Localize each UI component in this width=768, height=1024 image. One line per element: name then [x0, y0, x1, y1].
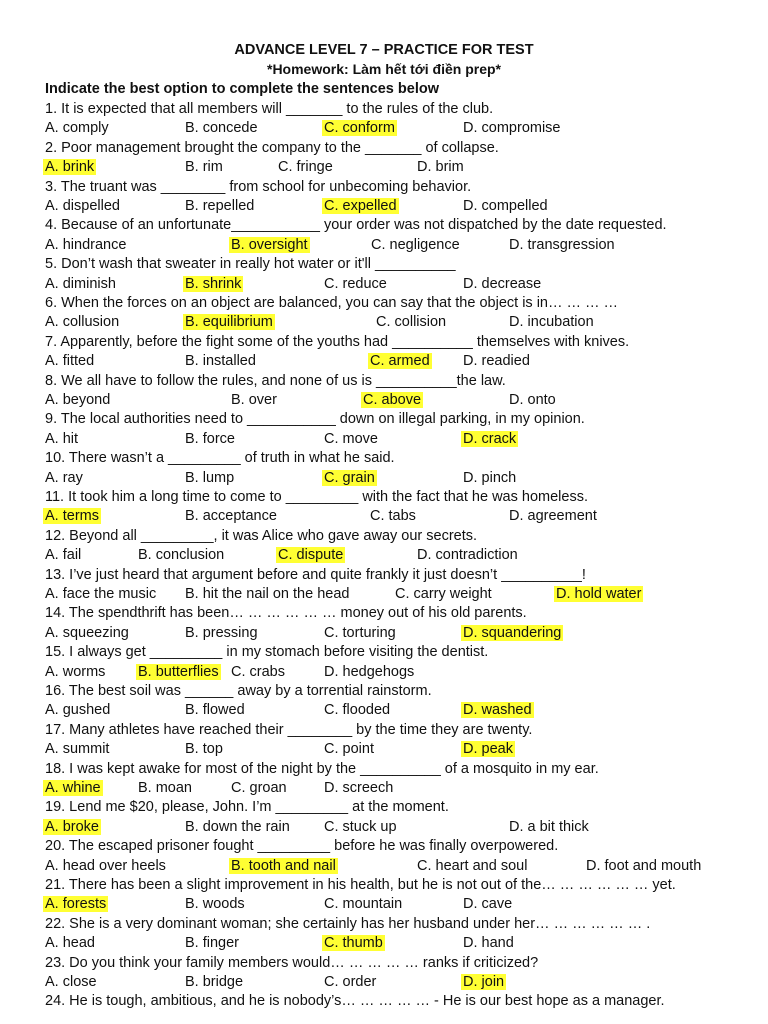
option-label: C. move	[324, 430, 378, 447]
option-label: D. contradiction	[417, 547, 518, 564]
option-label: A. brink	[45, 159, 95, 176]
answer-option	[185, 973, 243, 991]
answer-option	[45, 740, 109, 758]
page-subtitle: *Homework: Làm hết tới điền prep*	[267, 61, 501, 77]
answer-option	[45, 546, 81, 564]
answer-option	[185, 701, 245, 719]
answer-option	[185, 119, 258, 137]
option-label: C. fringe	[278, 159, 333, 176]
option-label: A. ray	[45, 469, 83, 486]
answer-option	[45, 663, 105, 681]
answer-option	[185, 818, 290, 836]
question-text: 16. The best soil was ______ away by a torrential rainstorm.	[45, 683, 432, 699]
answer-option	[324, 818, 397, 836]
answer-option	[45, 197, 120, 215]
answer-option	[45, 857, 166, 875]
answer-option	[185, 585, 349, 603]
option-label: B. down the rain	[185, 818, 290, 835]
answer-option	[417, 857, 527, 875]
option-label: D. readied	[463, 353, 530, 370]
answer-option	[278, 158, 333, 176]
option-label: B. tooth and nail	[231, 857, 336, 874]
option-label: C. dispute	[278, 547, 344, 564]
answer-option	[45, 624, 129, 642]
answer-option	[417, 158, 464, 176]
answer-option	[185, 352, 256, 370]
answer-option	[185, 934, 239, 952]
answer-option-highlighted	[231, 857, 338, 875]
answer-option-highlighted	[324, 934, 385, 952]
answer-option	[463, 469, 516, 487]
answer-option	[45, 352, 94, 370]
answer-option	[45, 701, 110, 719]
answer-option	[45, 469, 83, 487]
option-label: C. negligence	[371, 236, 460, 253]
answer-option	[45, 585, 156, 603]
answer-option	[463, 197, 548, 215]
answer-option	[45, 236, 126, 254]
answer-option	[324, 663, 414, 681]
option-label: A. beyond	[45, 392, 111, 408]
answer-option-highlighted	[463, 701, 534, 719]
question-text: 23. Do you think your family members would… … … … … ranks if criticized?	[45, 954, 539, 971]
answer-option-highlighted	[185, 275, 243, 293]
answer-option-highlighted	[231, 236, 310, 254]
option-label: A. head	[45, 935, 95, 952]
answer-option	[324, 740, 374, 758]
option-label: B. rim	[185, 159, 223, 176]
answer-option-highlighted	[463, 624, 563, 642]
answer-option	[185, 158, 223, 176]
option-label: C. armed	[370, 353, 430, 370]
option-label: A. dispelled	[45, 198, 120, 214]
answer-option-highlighted	[45, 158, 96, 176]
answer-option	[324, 701, 390, 719]
option-label: D. foot and mouth	[586, 857, 702, 874]
option-label: B. woods	[185, 896, 245, 913]
option-label: D. hold water	[556, 586, 642, 602]
option-label: A. diminish	[45, 275, 116, 292]
answer-option	[417, 546, 518, 564]
option-label: D. onto	[509, 392, 556, 408]
answer-option	[185, 507, 277, 525]
option-label: C. above	[363, 392, 422, 408]
option-label: B. pressing	[185, 624, 258, 641]
answer-option	[231, 391, 277, 409]
option-label: B. flowed	[185, 702, 245, 719]
answer-option	[185, 740, 223, 758]
option-label: A. fitted	[45, 353, 95, 370]
answer-option-highlighted	[45, 507, 101, 525]
question-text: 8. We all have to follow the rules, and none of us is __________the law.	[45, 372, 506, 389]
answer-option	[45, 119, 109, 137]
answer-option	[185, 624, 258, 642]
answer-option	[463, 275, 541, 293]
option-label: C. mountain	[324, 896, 403, 913]
option-label: A. face the music	[45, 586, 157, 602]
option-label: B. installed	[185, 353, 256, 370]
answer-option	[509, 507, 597, 525]
answer-option	[509, 236, 615, 254]
answer-option	[376, 313, 446, 331]
option-label: B. lump	[185, 469, 235, 486]
answer-option-highlighted	[45, 895, 108, 913]
answer-option	[185, 469, 234, 487]
option-label: C. flooded	[324, 702, 391, 719]
answer-option-highlighted	[324, 197, 399, 215]
question-text: 7. Apparently, before the fight some of the youths had __________ themselves with knives.	[45, 333, 630, 350]
answer-option	[45, 391, 110, 409]
page-title: ADVANCE LEVEL 7 – PRACTICE FOR TEST	[234, 42, 534, 58]
option-label: C. torturing	[324, 624, 396, 641]
option-label: C. thumb	[324, 935, 383, 952]
answer-option	[45, 430, 78, 448]
answer-option	[324, 895, 402, 913]
option-label: B. moan	[138, 780, 192, 796]
option-label: B. butterflies	[138, 663, 219, 680]
option-label: B. force	[185, 430, 235, 447]
option-label: B. oversight	[231, 236, 308, 253]
answer-option-highlighted	[45, 779, 103, 797]
answer-option	[509, 313, 594, 331]
instructions: Indicate the best option to complete the sentences below	[45, 81, 439, 97]
answer-option	[463, 352, 530, 370]
answer-option	[509, 391, 556, 409]
option-label: B. concede	[185, 120, 258, 137]
question-text: 1. It is expected that all members will _______ to the rules of the club.	[45, 101, 494, 117]
question-text: 22. She is a very dominant woman; she certainly has her husband under her… … … … … … .	[45, 915, 651, 932]
question-text: 4. Because of an unfortunate___________ your order was not dispatched by the date requested.	[45, 217, 667, 234]
answer-option	[370, 507, 416, 525]
option-label: D. agreement	[509, 508, 597, 525]
option-label: A. summit	[45, 741, 110, 758]
answer-option	[185, 895, 245, 913]
option-label: D. incubation	[509, 314, 594, 331]
option-label: C. conform	[324, 120, 395, 137]
answer-option	[586, 857, 701, 875]
option-label: A. terms	[45, 508, 99, 525]
answer-option-highlighted	[324, 469, 377, 487]
answer-option	[45, 973, 97, 991]
option-label: D. peak	[463, 741, 513, 758]
option-label: A. fail	[45, 547, 82, 564]
option-label: A. worms	[45, 663, 106, 680]
answer-option-highlighted	[463, 740, 515, 758]
answer-option-highlighted	[45, 818, 101, 836]
question-text: 15. I always get _________ in my stomach before visiting the dentist.	[45, 644, 489, 661]
option-label: D. compelled	[463, 198, 548, 214]
answer-option-highlighted	[556, 585, 643, 603]
question-text: 21. There has been a slight improvement in his health, but he is not out of the… … … … … … yet.	[45, 877, 676, 893]
question-text: 11. It took him a long time to come to _________ with the fact that he was homeless.	[45, 489, 588, 505]
answer-option	[324, 779, 393, 797]
option-label: C. collision	[376, 314, 447, 331]
option-label: A. squeezing	[45, 624, 129, 641]
answer-option	[463, 119, 561, 137]
answer-option	[185, 430, 235, 448]
answer-option-highlighted	[324, 119, 397, 137]
option-label: A. hindrance	[45, 236, 127, 253]
answer-option	[371, 236, 460, 254]
option-label: B. hit the nail on the head	[185, 586, 350, 602]
answer-option	[395, 585, 492, 603]
answer-option	[324, 430, 378, 448]
option-label: D. squandering	[463, 624, 562, 641]
question-text: 20. The escaped prisoner fought _________ before he was finally overpowered.	[45, 838, 559, 855]
option-label: A. collusion	[45, 314, 120, 331]
option-label: C. tabs	[370, 508, 416, 525]
option-label: D. washed	[463, 702, 532, 719]
answer-option-highlighted	[370, 352, 432, 370]
question-text: 2. Poor management brought the company to the _______ of collapse.	[45, 139, 499, 156]
option-label: D. join	[463, 974, 505, 990]
option-label: D. cave	[463, 896, 513, 913]
option-label: B. shrink	[185, 275, 242, 292]
option-label: C. expelled	[324, 198, 397, 214]
question-text: 18. I was kept awake for most of the night by the __________ of a mosquito in my ear.	[45, 760, 599, 777]
question-text: 5. Don’t wash that sweater in really hot water or it'll __________	[45, 256, 456, 273]
answer-option-highlighted	[185, 313, 275, 331]
answer-option	[45, 934, 95, 952]
option-label: D. decrease	[463, 275, 542, 292]
option-label: C. order	[324, 974, 377, 990]
question-text: 13. I’ve just heard that argument before and quite frankly it just doesn’t __________!	[45, 566, 586, 583]
option-label: A. broke	[45, 818, 99, 835]
answer-option	[185, 197, 254, 215]
option-label: A. forests	[45, 896, 107, 913]
option-label: B. conclusion	[138, 547, 225, 564]
option-label: C. stuck up	[324, 818, 397, 835]
option-label: A. gushed	[45, 702, 111, 719]
option-label: D. brim	[417, 159, 464, 176]
question-text: 10. There wasn’t a _________ of truth in what he said.	[45, 450, 395, 467]
option-label: D. crack	[463, 430, 517, 447]
answer-option	[138, 546, 224, 564]
question-text: 9. The local authorities need to ___________ down on illegal parking, in my opinion.	[45, 411, 585, 428]
option-label: A. whine	[45, 780, 101, 796]
option-label: A. hit	[45, 430, 79, 447]
question-text: 19. Lend me $20, please, John. I’m _________ at the moment.	[45, 799, 449, 816]
answer-option-highlighted	[138, 663, 221, 681]
answer-option-highlighted	[278, 546, 345, 564]
option-label: B. bridge	[185, 974, 244, 990]
question-text: 17. Many athletes have reached their ________ by the time they are twenty.	[45, 721, 533, 738]
question-text: 6. When the forces on an object are balanced, you can say that the object is in… … … …	[45, 295, 619, 311]
answer-option	[231, 663, 285, 681]
option-label: B. repelled	[185, 198, 255, 214]
option-label: D. hand	[463, 935, 514, 952]
answer-option	[231, 779, 287, 797]
answer-option	[324, 624, 396, 642]
option-label: B. acceptance	[185, 508, 277, 525]
answer-option	[45, 313, 119, 331]
option-label: A. comply	[45, 120, 109, 137]
question-text: 3. The truant was ________ from school for unbecoming behavior.	[45, 178, 472, 195]
question-text: 12. Beyond all _________, it was Alice who gave away our secrets.	[45, 527, 478, 544]
answer-option	[138, 779, 192, 797]
option-label: D. compromise	[463, 120, 561, 137]
option-label: D. pinch	[463, 469, 517, 486]
option-label: D. transgression	[509, 236, 615, 253]
answer-option	[509, 818, 589, 836]
answer-option-highlighted	[463, 430, 518, 448]
answer-option-highlighted	[463, 973, 506, 991]
option-label: C. grain	[324, 469, 375, 486]
option-label: D. screech	[324, 780, 394, 796]
option-label: C. reduce	[324, 275, 387, 292]
option-label: B. over	[231, 392, 277, 408]
option-label: B. top	[185, 741, 223, 758]
option-label: C. heart and soul	[417, 857, 528, 874]
option-label: D. hedgehogs	[324, 663, 415, 680]
answer-option	[45, 275, 116, 293]
answer-option	[463, 934, 514, 952]
option-label: A. close	[45, 974, 97, 990]
option-label: B. finger	[185, 935, 239, 952]
option-label: C. point	[324, 741, 374, 758]
option-label: C. crabs	[231, 663, 285, 680]
answer-option	[324, 973, 376, 991]
option-label: C. carry weight	[395, 586, 492, 602]
answer-option	[324, 275, 387, 293]
answer-option	[463, 895, 512, 913]
option-label: D. a bit thick	[509, 818, 589, 835]
question-text: 14. The spendthrift has been… … … … … … money out of his old parents.	[45, 605, 527, 622]
option-label: B. equilibrium	[185, 314, 273, 331]
option-label: C. groan	[231, 780, 287, 796]
question-text: 24. He is tough, ambitious, and he is nobody’s… … … … … - He is our best hope as a manager.	[45, 993, 665, 1010]
answer-option-highlighted	[363, 391, 423, 409]
option-label: A. head over heels	[45, 857, 166, 874]
